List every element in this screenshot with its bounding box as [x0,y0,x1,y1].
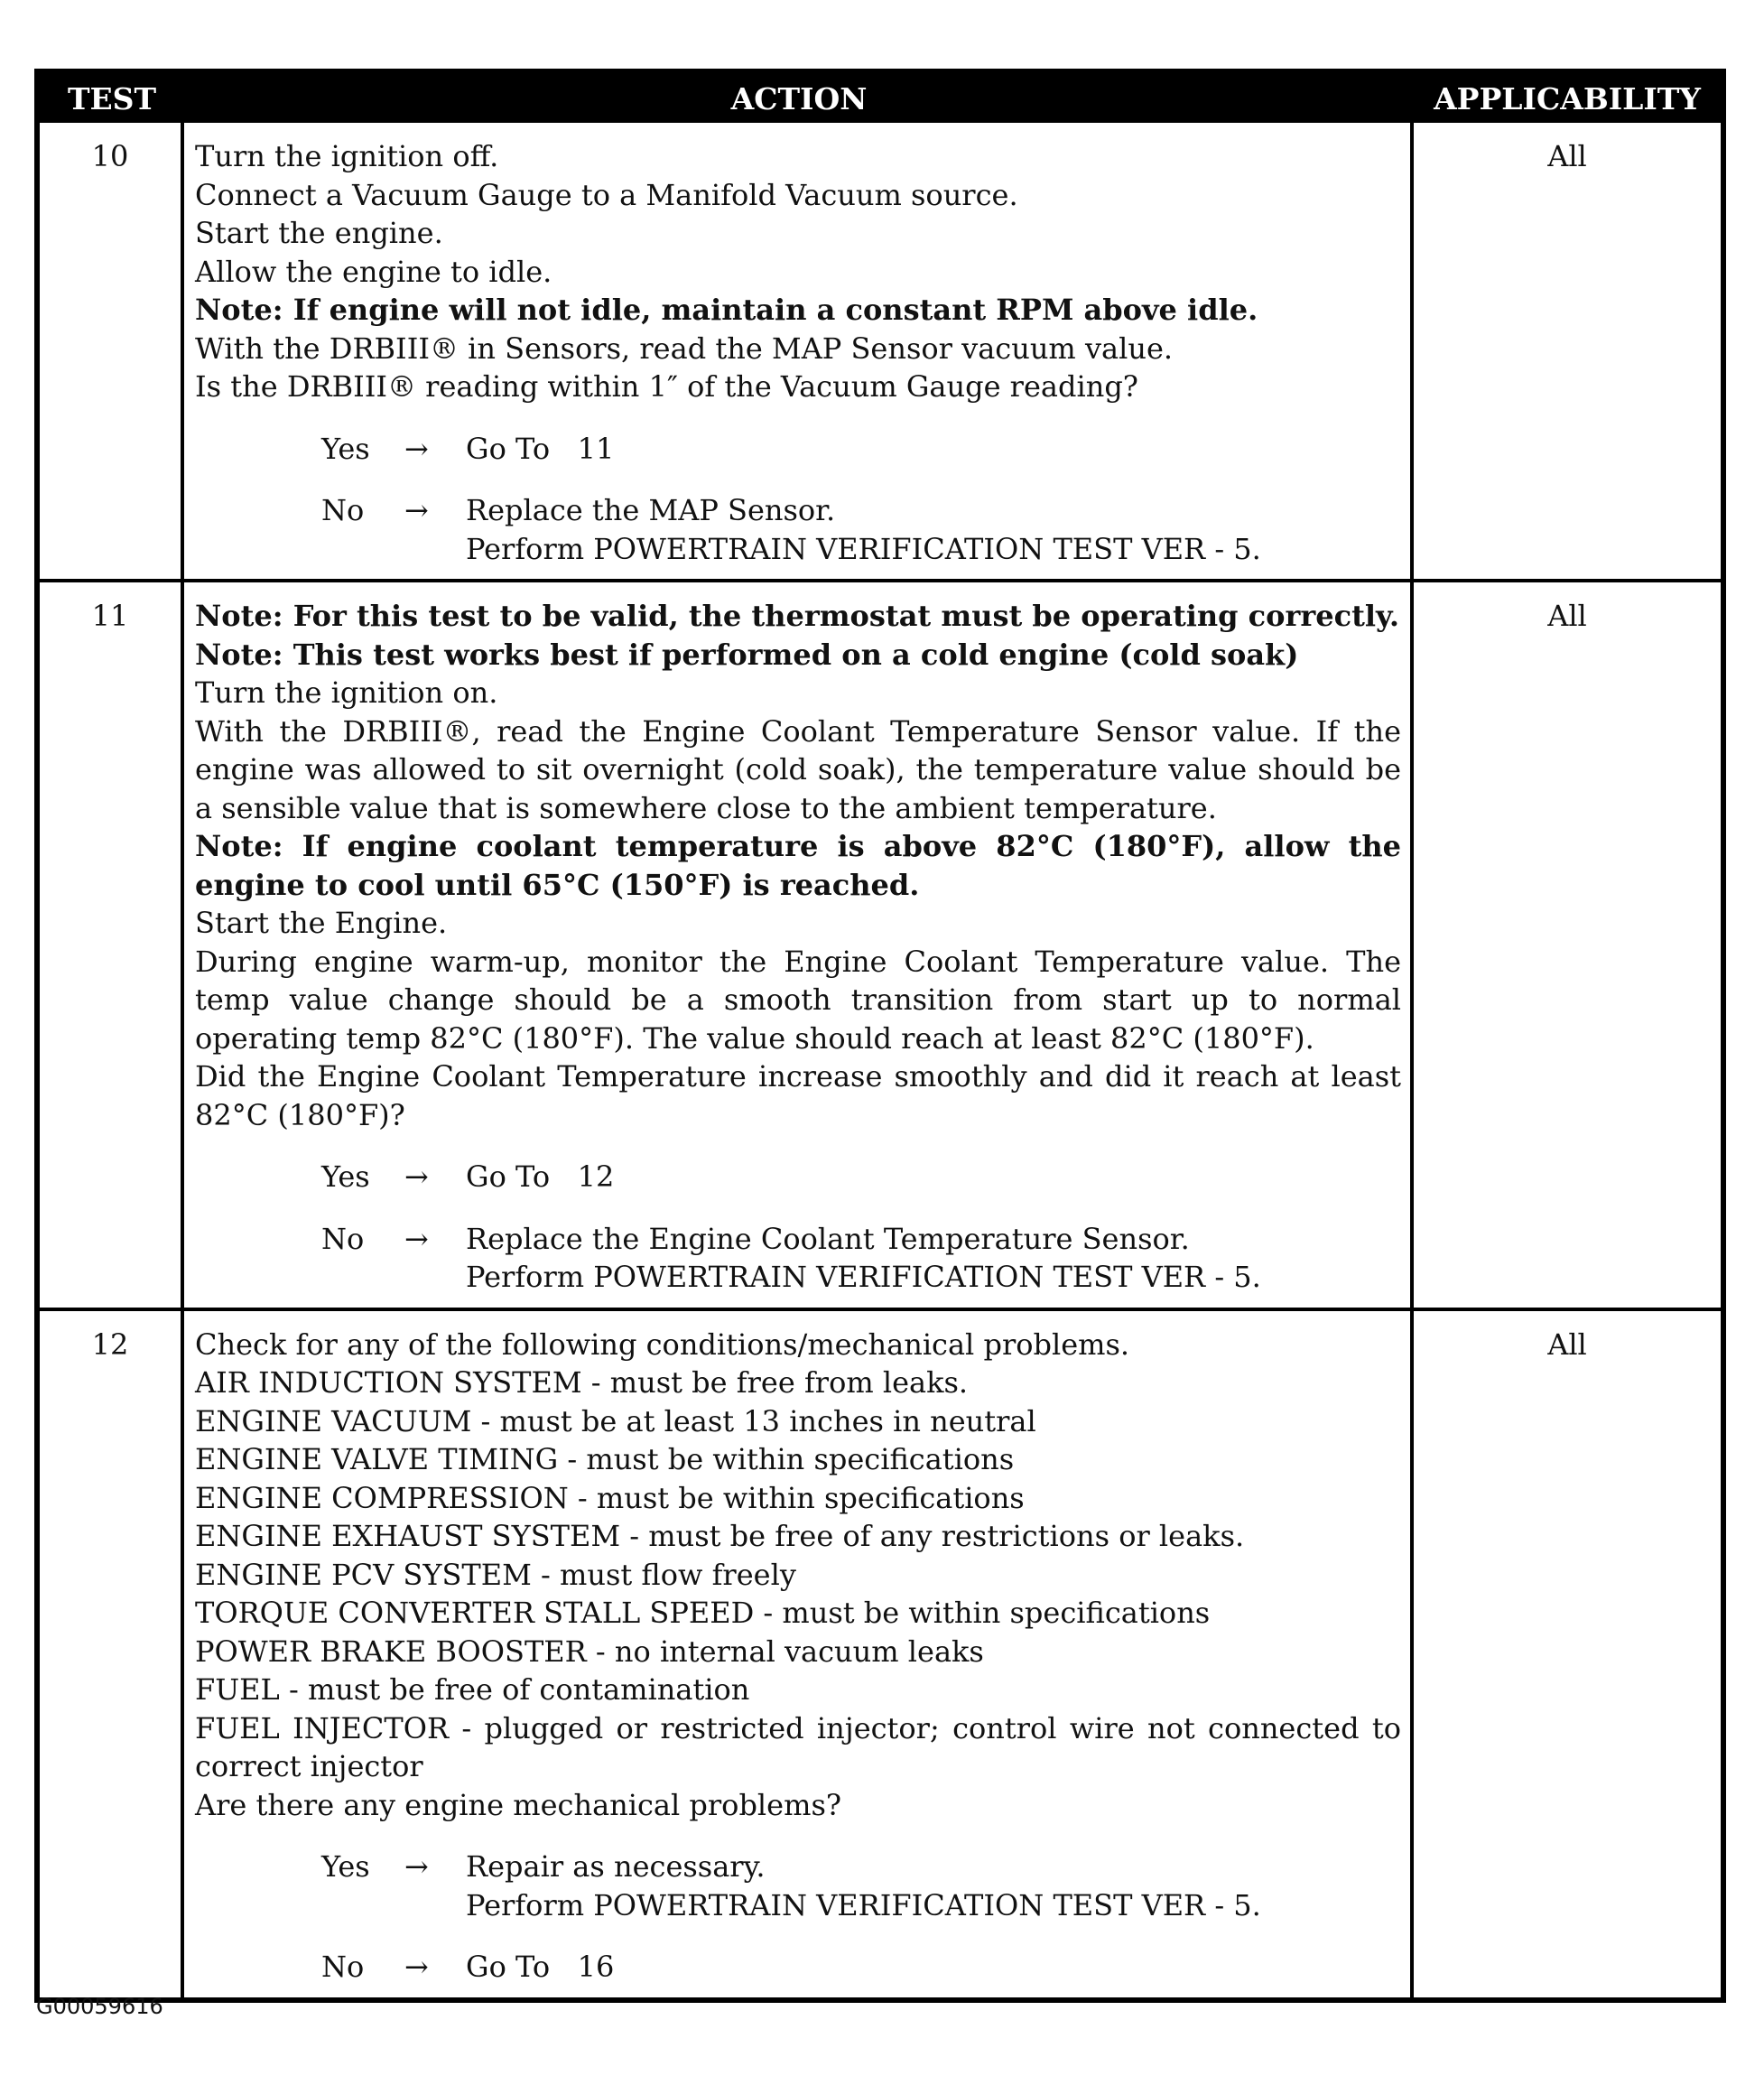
header-test: TEST [67,80,157,116]
no-branch [195,1220,1401,1297]
answer-label: No [321,1950,365,1984]
arrow-right-icon: → [404,493,429,527]
instruction-text: ENGINE VALVE TIMING - must be within specifications [195,1442,1015,1476]
answer-action [466,1948,1401,1987]
answer-label: Yes [321,1159,370,1194]
instruction-text: With the DRBIII® in Sensors, read the MAP Sensor vacuum value. [195,330,1174,366]
answer-action-line: Replace the Engine Coolant Temperature Sensor. [466,1221,1190,1256]
arrow-right-icon: → [404,431,429,466]
instruction-text: During engine warm-up, monitor the Engine Coolant Temperature value. The temp value change should be a smooth transition from start up to normal operating temp 82°C (180°F). The value should reach at least 82°C (180°F). [195,944,1401,1056]
instruction-text: Turn the ignition off. [195,139,499,173]
instruction-text: Turn the ignition on. [195,675,498,710]
instruction-text: Did the Engine Coolant Temperature increase smoothly and did it reach at least 82°C (180°F)? [195,1059,1401,1132]
answer-action-line: Go To 16 [466,1950,615,1984]
answer-label: No [321,493,365,527]
yes-branch [195,430,1401,469]
answer-action [466,1220,1401,1297]
test-number: 10 [40,123,184,579]
instruction-text: FUEL - must be free of contamination [195,1672,750,1707]
answer-label: Yes [321,1849,370,1884]
arrow-right-icon: → [404,1221,429,1256]
action-cell [184,582,1414,1308]
instruction-text: Check for any of the following conditions/mechanical problems. [195,1326,1130,1362]
applicability-value: All [1547,599,1587,633]
answer-action-line: Perform POWERTRAIN VERIFICATION TEST VER - 5. [466,1260,1261,1294]
diagnostic-table [34,69,1726,2003]
instruction-text: ENGINE VACUUM - must be at least 13 inches in neutral [195,1403,1036,1438]
answer-action-line: Repair as necessary. [466,1849,766,1884]
answer-action-line: Perform POWERTRAIN VERIFICATION TEST VER - 5. [466,1887,1261,1922]
instruction-text: Is the DRBIII® reading within 1″ of the Vacuum Gauge reading? [195,369,1138,404]
table-row [40,123,1721,579]
table-row [40,1308,1721,1997]
note-text: Note: If engine will not idle, maintain a constant RPM above idle. [195,293,1258,327]
applicability-value: All [1547,1326,1587,1362]
answer-action-line: Replace the MAP Sensor. [466,493,836,527]
instruction-text: FUEL INJECTOR - plugged or restricted injector; control wire not connected to correct injector [195,1710,1401,1783]
test-number: 12 [40,1311,184,1997]
instruction-text: Start the Engine. [195,906,448,940]
arrow-right-icon: → [404,1159,429,1194]
table-header [40,74,1721,123]
answer-action [466,1158,1401,1196]
no-branch [195,1948,1401,1987]
arrow-right-icon: → [404,1849,429,1884]
answer-action [466,1848,1401,1924]
instruction-text: ENGINE COMPRESSION - must be within specifications [195,1480,1025,1515]
answer-label: No [321,1221,365,1256]
answer-action-line: Go To 11 [466,431,615,466]
instruction-text: Allow the engine to idle. [195,254,552,289]
note-text: Note: For this test to be valid, the thermostat must be operating correctly. [195,599,1400,633]
instruction-text: ENGINE PCV SYSTEM - must flow freely [195,1557,796,1592]
instruction-text: TORQUE CONVERTER STALL SPEED - must be within specifications [195,1596,1211,1630]
yes-branch [195,1848,1401,1924]
yes-branch [195,1158,1401,1196]
note-text: Note: This test works best if performed on a cold engine (cold soak) [195,637,1299,672]
figure-id: G00059616 [36,1994,163,2019]
instruction-text: ENGINE EXHAUST SYSTEM - must be free of any restrictions or leaks. [195,1519,1245,1553]
table-row [40,579,1721,1308]
test-number: 11 [40,582,184,1308]
no-branch [195,491,1401,568]
answer-action [466,430,1401,469]
header-action: ACTION [730,80,868,116]
instruction-text: Start the engine. [195,216,443,250]
answer-action [466,491,1401,568]
instruction-text: AIR INDUCTION SYSTEM - must be free from leaks. [195,1365,969,1400]
note-text: Note: If engine coolant temperature is above 82°C (180°F), allow the engine to cool until 65°C (150°F) is reached. [195,829,1401,902]
answer-label: Yes [321,431,370,466]
action-cell [184,1311,1414,1997]
table-body [40,123,1721,1997]
instruction-text: With the DRBIII®, read the Engine Coolant Temperature Sensor value. If the engine was allowed to sit overnight (cold soak), the temperature value should be a sensible value that is somewhere close to the ambient temperature. [195,713,1401,825]
applicability-value: All [1547,139,1587,173]
answer-action-line: Perform POWERTRAIN VERIFICATION TEST VER - 5. [466,531,1261,566]
instruction-text: Connect a Vacuum Gauge to a Manifold Vacuum source. [195,177,1018,212]
action-cell [184,123,1414,579]
header-applicability: APPLICABILITY [1434,80,1701,116]
answer-action-line: Go To 12 [466,1159,615,1194]
instruction-text: POWER BRAKE BOOSTER - no internal vacuum leaks [195,1634,984,1669]
arrow-right-icon: → [404,1950,429,1984]
instruction-text: Are there any engine mechanical problems? [195,1787,842,1822]
